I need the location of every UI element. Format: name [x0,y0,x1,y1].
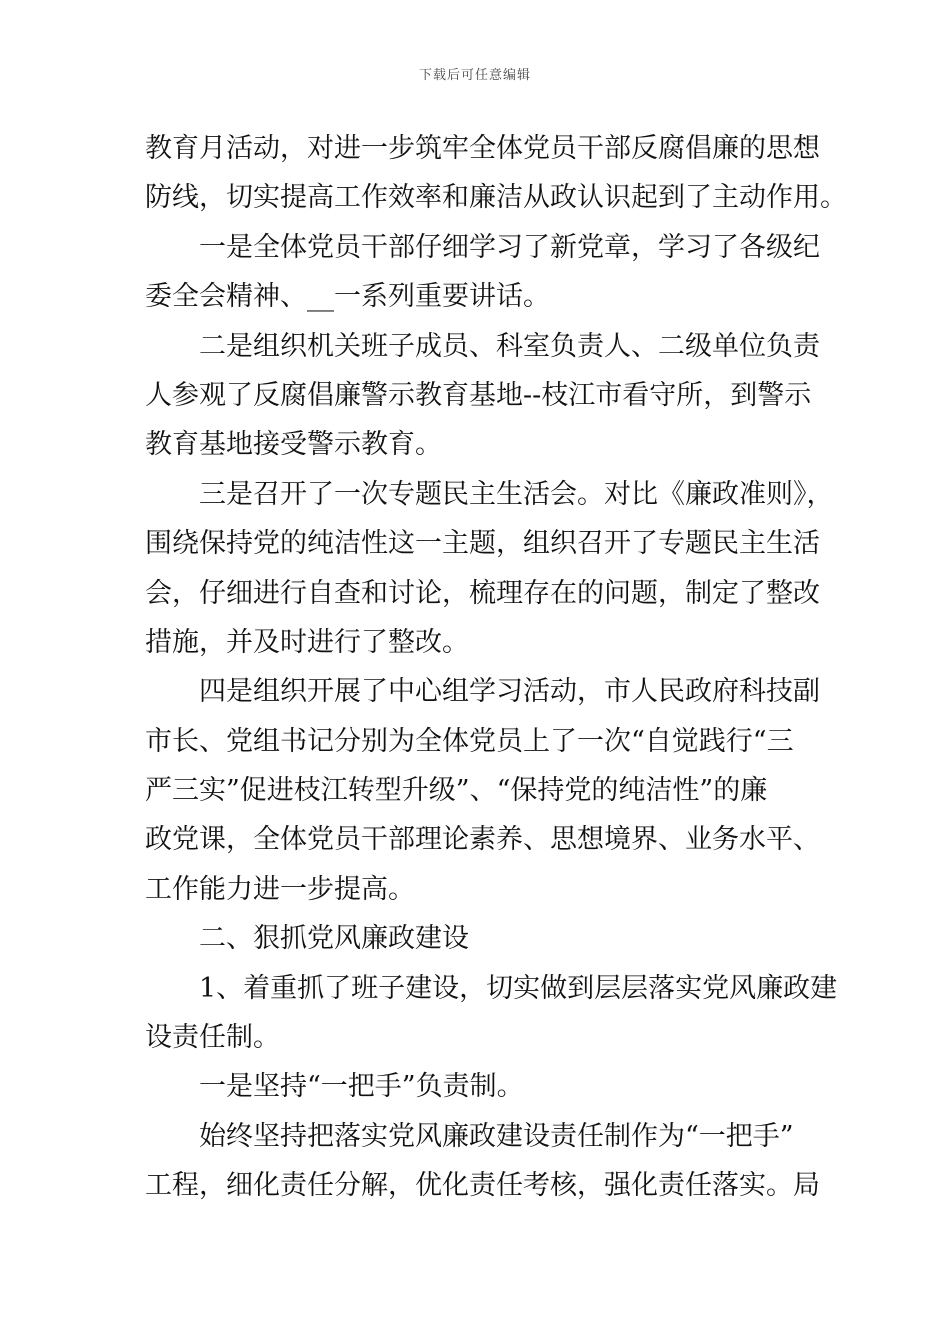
text-line: 围绕保持党的纯洁性这一主题，组织召开了专题民主生活 [145,528,820,560]
text-line: 措施，并及时进行了整改。 [145,626,469,658]
text-line: 始终坚持把落实党风廉政建设责任制作为“一把手” [199,1120,794,1152]
text-line: 会，仔细进行自查和讨论，梳理存在的问题，制定了整改 [145,577,820,609]
page-header: 下载后可任意编辑 [418,68,531,83]
text-line: 工作能力进一步提高。 [145,873,415,905]
text-line: 二是组织机关班子成员、科室负责人、二级单位负责 [199,330,820,362]
section-heading: 二、狠抓党风廉政建设 [199,923,469,955]
text-line: 设责任制。 [145,1022,280,1054]
text-line: 1、着重抓了班子建设，切实做到层层落实党风廉政建 [199,972,838,1004]
text-line: 教育月活动，对进一步筑牢全体党员干部反腐倡廉的思想 [145,133,820,164]
text-line: 防线，切实提高工作效率和廉洁从政认识起到了主动作用。 [145,182,847,214]
text-line: 教育基地接受警示教育。 [145,429,442,461]
text-line: 一是全体党员干部仔细学习了新党章，学习了各级纪 [199,231,820,263]
text-line: 工程，细化责任分解，优化责任考核，强化责任落实。局 [145,1170,820,1202]
text-line: 委全会精神、__一系列重要讲话。 [145,281,550,313]
document-body [145,124,847,1211]
text-line: 严三实”促进枝江转型升级”、“保持党的纯洁性”的廉 [145,775,768,807]
text-line: 四是组织开展了中心组学习活动，市人民政府科技副 [199,676,820,708]
text-line: 政党课，全体党员干部理论素养、思想境界、业务水平、 [145,824,820,856]
text-line: 三是召开了一次专题民主生活会。对比《廉政准则》， [199,478,834,510]
text-line: 市长、党组书记分别为全体党员上了一次“自觉践行“三 [145,725,794,757]
text-line: 一是坚持“一把手”负责制。 [199,1071,524,1103]
text-line: 人参观了反腐倡廉警示教育基地--枝江市看守所，到警示 [145,379,812,411]
